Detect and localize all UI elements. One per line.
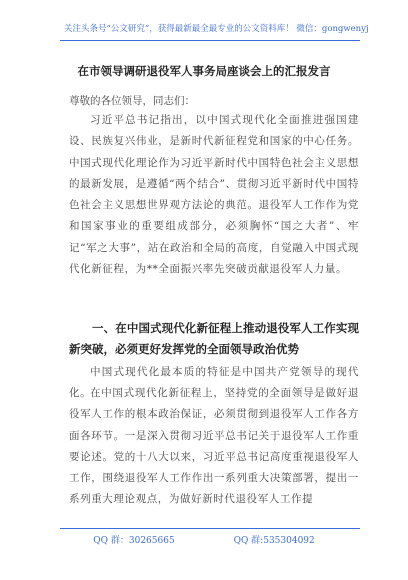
section-heading: 一、在中国式现代化新征程上推动退役军人工作实现新突破，必须更好发挥党的全面领导政治优势 bbox=[69, 321, 359, 356]
footer-qq-group-2: QQ 群:535304092 bbox=[233, 536, 315, 546]
footer-qq-group-1: QQ 群：30265665 bbox=[93, 536, 175, 546]
paragraph-body: 在中国式现代化新征程上，坚持党的全面领导是做好退役军人工作的根本政治保证，必须贯彻到退役军人工作各方面各环节。一是深入贯彻习近平总书记关于退役军人工作重要论述。党的十八大以来，习近平总书记高度重视退役军人工作，围绕退役军人工作作出一系列重大决策部署，提出一系列重大理论观点，为做好新时代退役军人工作提 bbox=[69, 387, 359, 506]
document-title: 在市领导调研退役军人事务局座谈会上的汇报发言 bbox=[77, 64, 331, 78]
salutation: 尊敬的各位领导，同志们： bbox=[69, 95, 195, 107]
paragraph-intro: 习近平总书记指出，以中国式现代化全面推进强国建设、民族复兴伟业，是新时代新征程党和国家的中心任务。中国式现代化理论作为习近平新时代中国特色社会主义思想的最新发展，是遵循“两个结合”、贯彻习近平新时代中国特色社会主义思想世界观方法论的典范。退役军人工作作为党和国家事业的重要组成部分，必须胸怀“国之大者”、牢记“军之大事”，站在政治和全局的高度，自觉融入中国式现代化新征程，为**全面振兴率先突破贡献退役军人力量。 bbox=[69, 114, 359, 276]
footer bbox=[0, 533, 408, 546]
header-banner: 关注头条号“公文研究”，获得最新最全最专业的公文资料库！ 微信：gongwenyj bbox=[64, 24, 369, 34]
paragraph-body: 中国式现代化最本质的特征是中国共产党领导的现代化。 bbox=[69, 366, 359, 400]
header-divider bbox=[60, 40, 360, 41]
footer-divider bbox=[60, 528, 360, 529]
